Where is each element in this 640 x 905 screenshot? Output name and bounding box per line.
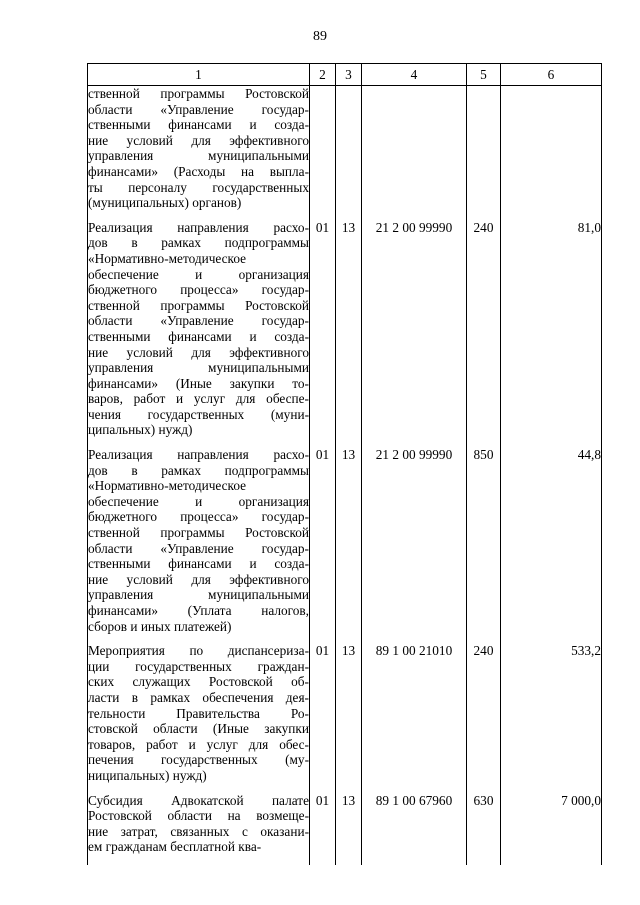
row-description — [88, 86, 310, 219]
expense-type-code: 240 — [467, 642, 501, 791]
description-line: ственными финансами и созда- — [88, 117, 309, 133]
row-description — [88, 792, 310, 865]
description-line: «Нормативно-методическое — [88, 250, 247, 266]
column-header: 1 — [88, 64, 310, 86]
amount-value: 81,0 — [501, 219, 602, 446]
description-line: печения государственных (му- — [88, 752, 309, 768]
description-line: ских служащих Ростовской об- — [88, 674, 309, 690]
amount-value: 533,2 — [501, 642, 602, 791]
budget-table — [87, 63, 602, 865]
section-code: 01 — [310, 792, 336, 865]
description-line: ственной программы Ростовской — [88, 86, 309, 101]
table-row — [88, 792, 602, 865]
expense-type-code: 240 — [467, 219, 501, 446]
row-description — [88, 446, 310, 642]
section-code — [310, 86, 336, 219]
description-line: ты персоналу государственных — [88, 179, 309, 195]
description-line: обеспечение и организация — [88, 493, 309, 509]
description-line: сборов и иных платежей) — [88, 618, 232, 634]
target-article-code: 89 1 00 67960 — [362, 792, 467, 865]
description-line: стовской области (Иные закупки — [88, 721, 309, 737]
amount-value: 7 000,0 — [501, 792, 602, 865]
column-header: 4 — [362, 64, 467, 86]
expense-type-code: 850 — [467, 446, 501, 642]
target-article-code: 21 2 00 99990 — [362, 219, 467, 446]
expense-type-code: 630 — [467, 792, 501, 865]
target-article-code — [362, 86, 467, 219]
description-line: области «Управление государ- — [88, 540, 309, 556]
row-description — [88, 642, 310, 791]
description-line: ственной программы Ростовской — [88, 525, 309, 541]
description-line: ственными финансами и созда- — [88, 556, 309, 572]
table-row — [88, 642, 602, 791]
description-line: ние условий для эффективного — [88, 344, 309, 360]
section-code: 01 — [310, 219, 336, 446]
description-line: бюджетного процесса» государ- — [88, 282, 309, 298]
description-line: Ростовской области на возмеще- — [88, 808, 309, 824]
description-line: ем гражданам бесплатной ква- — [88, 839, 262, 855]
description-line: управления муниципальными — [88, 587, 309, 603]
target-article-code: 21 2 00 99990 — [362, 446, 467, 642]
description-line: ственными финансами и созда- — [88, 328, 309, 344]
description-line: бюджетного процесса» государ- — [88, 509, 309, 525]
table-row — [88, 446, 602, 642]
table-row — [88, 86, 602, 219]
description-line: финансами» (Расходы на выпла- — [88, 163, 309, 179]
column-header: 6 — [501, 64, 602, 86]
description-line: ции государственных граждан- — [88, 658, 309, 674]
description-line: дов в рамках подпрограммы — [88, 235, 309, 251]
description-line: «Нормативно-методическое — [88, 478, 247, 494]
description-line: области «Управление государ- — [88, 101, 309, 117]
description-line: Мероприятия по диспансериза- — [88, 643, 309, 659]
subsection-code: 13 — [336, 446, 362, 642]
description-line: товаров, работ и услуг для обес- — [88, 736, 309, 752]
amount-value — [501, 86, 602, 219]
expense-type-code — [467, 86, 501, 219]
target-article-code: 89 1 00 21010 — [362, 642, 467, 791]
subsection-code: 13 — [336, 219, 362, 446]
column-header: 3 — [336, 64, 362, 86]
description-line: финансами» (Иные закупки то- — [88, 375, 309, 391]
description-line: варов, работ и услуг для обеспе- — [88, 391, 309, 407]
section-code: 01 — [310, 642, 336, 791]
description-line: ниципальных) нужд) — [88, 767, 207, 783]
description-line: ласти в рамках обеспечения дея- — [88, 689, 309, 705]
page-number: 89 — [313, 29, 327, 44]
table-header-row — [88, 64, 602, 86]
description-line: дов в рамках подпрограммы — [88, 462, 309, 478]
amount-value: 44,8 — [501, 446, 602, 642]
subsection-code — [336, 86, 362, 219]
description-line: чения государственных (муни- — [88, 406, 309, 422]
subsection-code: 13 — [336, 642, 362, 791]
description-line: ственной программы Ростовской — [88, 297, 309, 313]
description-line: ние условий для эффективного — [88, 132, 309, 148]
column-header: 5 — [467, 64, 501, 86]
description-line: управления муниципальными — [88, 148, 309, 164]
description-line: ние затрат, связанных с оказани- — [88, 823, 309, 839]
description-line: Реализация направления расхо- — [88, 219, 309, 235]
row-description — [88, 219, 310, 446]
table-row — [88, 219, 602, 446]
subsection-code: 13 — [336, 792, 362, 865]
section-code: 01 — [310, 446, 336, 642]
description-line: (муниципальных) органов) — [88, 195, 242, 211]
description-line: управления муниципальными — [88, 360, 309, 376]
description-line: обеспечение и организация — [88, 266, 309, 282]
description-line: Реализация направления расхо- — [88, 447, 309, 463]
description-line: Субсидия Адвокатской палате — [88, 792, 309, 808]
description-line: ципальных) нужд) — [88, 422, 193, 438]
column-header: 2 — [310, 64, 336, 86]
description-line: финансами» (Уплата налогов, — [88, 603, 309, 618]
description-line: тельности Правительства Ро- — [88, 705, 309, 721]
description-line: ние условий для эффективного — [88, 571, 309, 587]
description-line: области «Управление государ- — [88, 313, 309, 329]
